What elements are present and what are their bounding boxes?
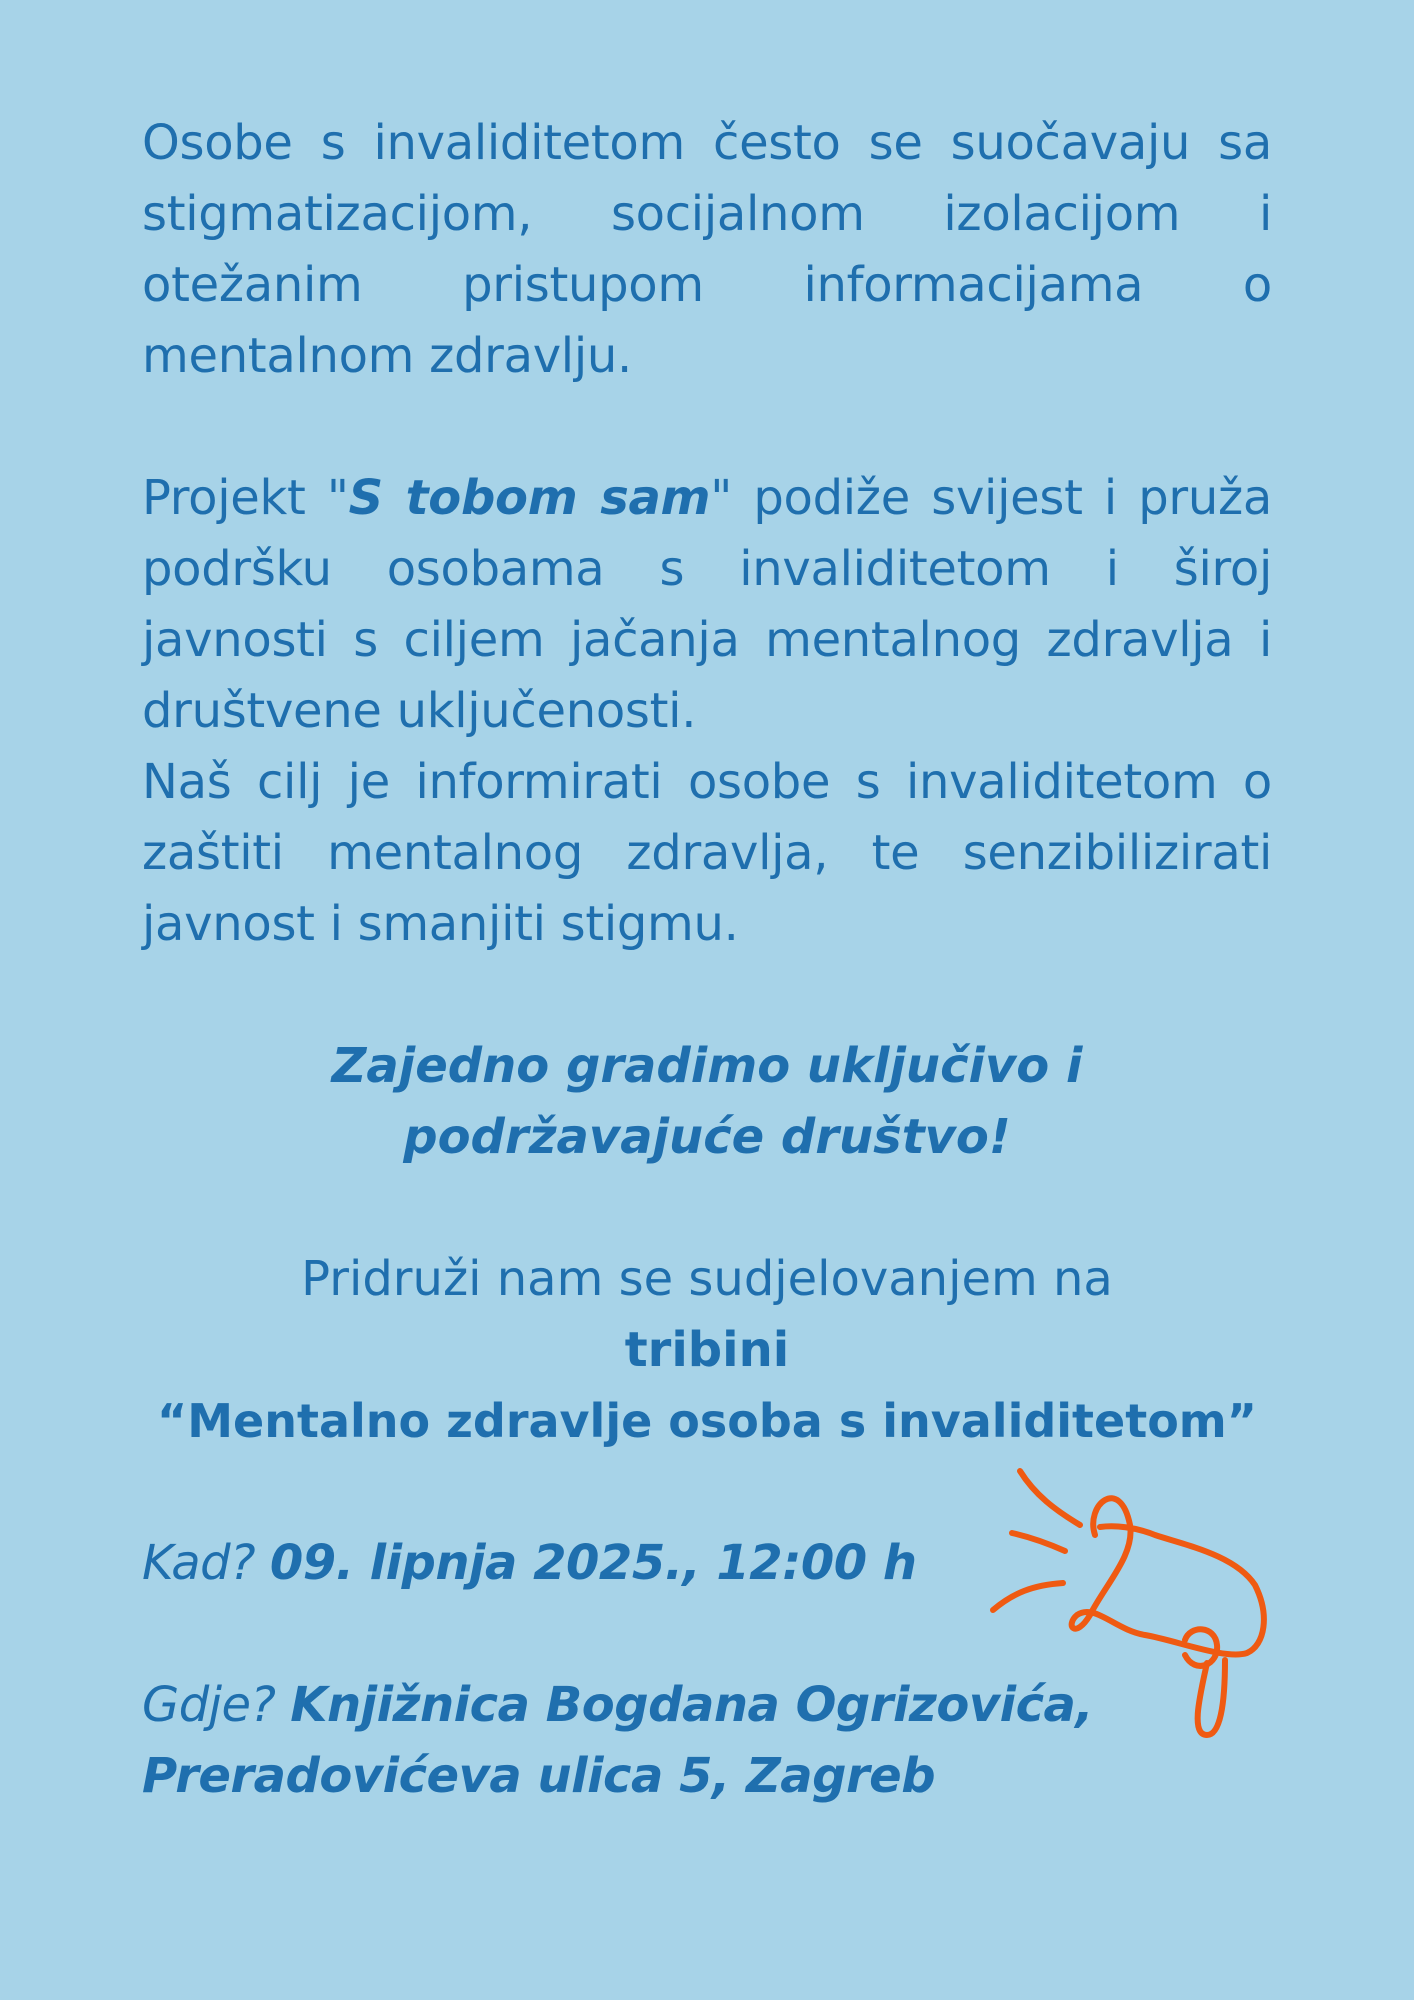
intro-paragraph: Osobe s invaliditetom često se suočavaju sa stigmatizacijom, socijalnom izolacijom i otežanim pristupom informacijama o mentalnom zdravlju. [142, 115, 1272, 384]
where-label: Gdje? [142, 1677, 276, 1733]
when-label: Kad? [142, 1535, 256, 1591]
when-value: 09. lipnja 2025., 12:00 h [269, 1535, 917, 1591]
goal-paragraph: Naš cilj je informirati osobe s invaliditetom o zaštiti mentalnog zdravlja, te senzibilizirati javnost i smanjiti stigmu. [142, 754, 1272, 952]
slogan: Zajedno gradimo uključivo i podržavajuće društvo! [331, 1038, 1083, 1165]
where-value-line1: Knjižnica Bogdana Ogrizovića, [290, 1677, 1094, 1733]
project-paragraph [142, 463, 1272, 747]
event-title: “Mentalno zdravlje osoba s invaliditetom” [157, 1394, 1257, 1448]
invite-line-1: Pridruži nam se sudjelovanjem na [301, 1251, 1113, 1307]
project-name: S tobom sam [348, 470, 711, 526]
event-where-line2 [142, 1741, 1272, 1812]
project-suffix: " podiže svijest i pruža podršku osobama s invaliditetom i široj javnosti s ciljem jačanja mentalnog zdravlja i društvene uključenosti. [142, 470, 1272, 739]
where-value-line2: Preradovićeva ulica 5, Zagreb [142, 1748, 936, 1804]
megaphone-icon [985, 1465, 1275, 1745]
project-prefix: Projekt " [142, 470, 349, 526]
invite-line-2: tribini [624, 1322, 790, 1378]
